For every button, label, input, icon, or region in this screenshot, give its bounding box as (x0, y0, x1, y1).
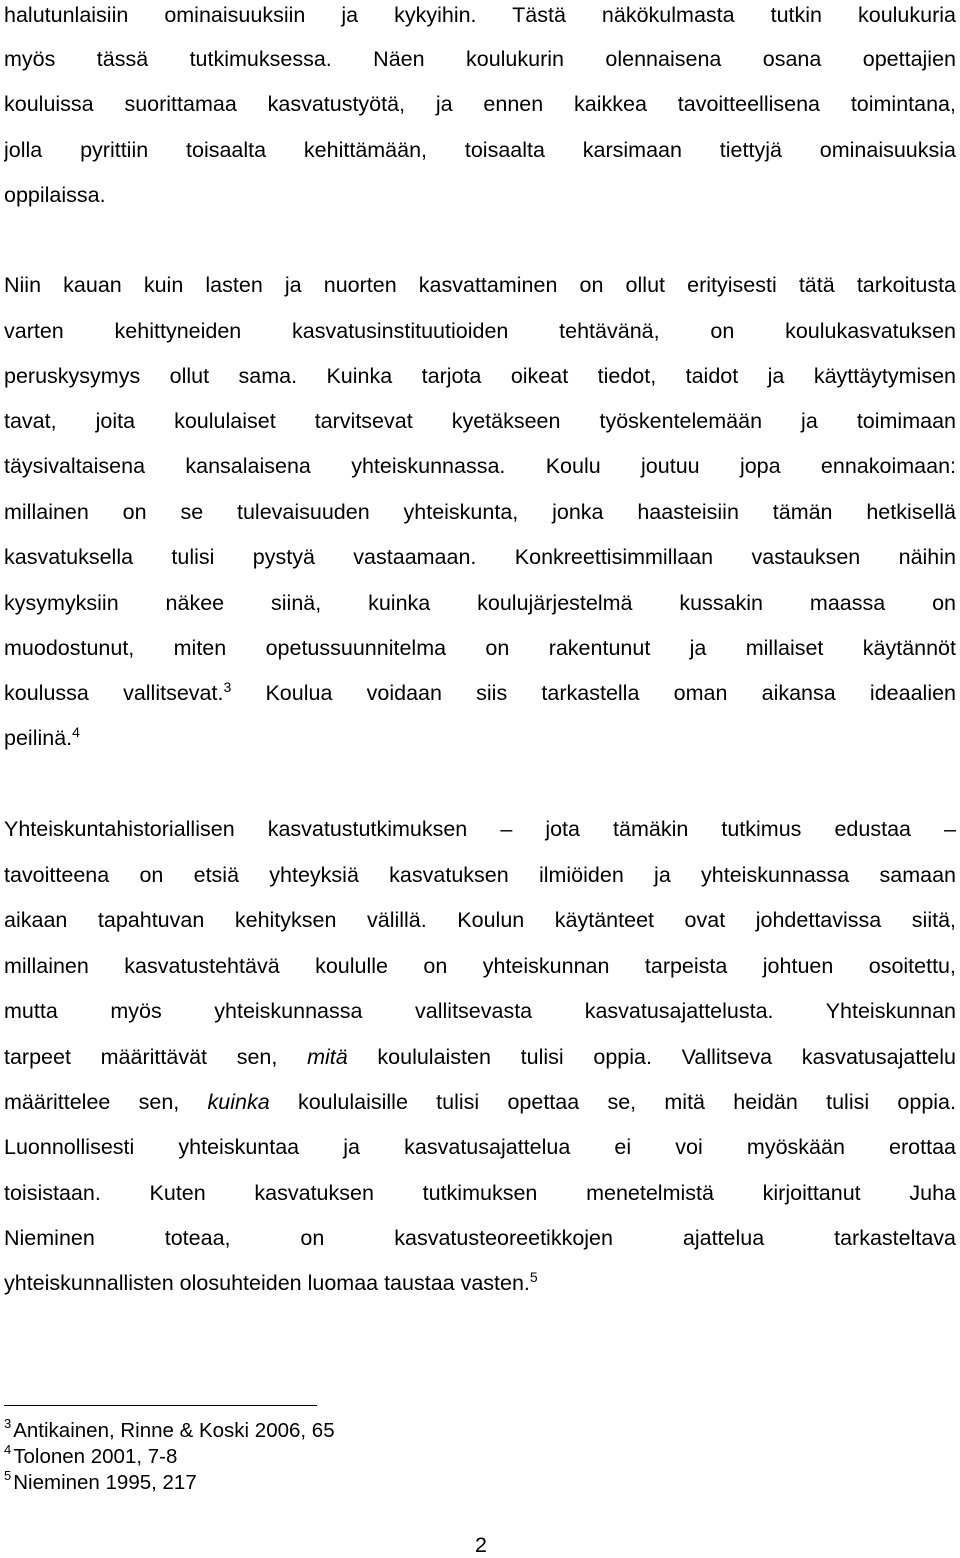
text-line: halutunlaisiin ominaisuuksiin ja kykyihin. Tästä näkökulmasta tutkin koulukuria (4, 3, 956, 27)
footnote-ref-3[interactable]: 3 (223, 679, 232, 695)
footnote-number: 5 (4, 1468, 12, 1483)
footnote-ref-4[interactable]: 4 (72, 724, 80, 740)
text-line (4, 678, 956, 708)
footnote-separator (4, 1405, 317, 1406)
footnote-item (4, 1470, 197, 1496)
text-run: koululaisille tulisi opettaa se, mitä heidän tulisi oppia. (269, 1090, 956, 1114)
text-line: millainen on se tulevaisuuden yhteiskunta, jonka haasteisiin tämän hetkisellä (4, 500, 956, 524)
text-run: peilinä. (4, 726, 73, 750)
text-run: tarpeet määrittävät sen, (4, 1045, 308, 1069)
text-line: myös tässä tutkimuksessa. Näen koulukurin olennaisena osana opettajien (4, 47, 956, 71)
text-line: aikaan tapahtuvan kehityksen välillä. Koulun käytänteet ovat johdettavissa siitä, (4, 908, 956, 932)
text-line: tavat, joita koululaiset tarvitsevat kyetäkseen työskentelemään ja toimimaan (4, 409, 956, 433)
emphasis-text: kuinka (207, 1090, 270, 1114)
text-line: varten kehittyneiden kasvatusinstituutioiden tehtävänä, on koulukasvatuksen (4, 319, 956, 343)
footnote-item (4, 1444, 177, 1470)
text-line: jolla pyrittiin toisaalta kehittämään, toisaalta karsimaan tiettyjä ominaisuuksia (4, 138, 956, 162)
text-line: Luonnollisesti yhteiskuntaa ja kasvatusajattelua ei voi myöskään erottaa (4, 1135, 956, 1159)
text-line: muodostunut, miten opetussuunnitelma on rakentunut ja millaiset käytännöt (4, 636, 956, 660)
footnote-item (4, 1418, 335, 1444)
footnote-number: 3 (4, 1416, 12, 1431)
text-line: toisistaan. Kuten kasvatuksen tutkimuksen menetelmistä kirjoittanut Juha (4, 1181, 956, 1205)
text-line: tavoitteena on etsiä yhteyksiä kasvatuksen ilmiöiden ja yhteiskunnassa samaan (4, 863, 956, 887)
footnote-number: 4 (4, 1442, 12, 1457)
text-run: määrittelee sen, (4, 1090, 208, 1114)
text-line: kysymyksiin näkee siinä, kuinka koulujärjestelmä kussakin maassa on (4, 591, 956, 615)
footnote-text: Nieminen 1995, 217 (13, 1471, 197, 1494)
text-run: yhteiskunnallisten olosuhteiden luomaa taustaa vasten. (4, 1271, 530, 1295)
text-line (4, 1042, 956, 1072)
text-line: Niin kauan kuin lasten ja nuorten kasvattaminen on ollut erityisesti tätä tarkoitusta (4, 273, 956, 297)
text-run: koulussa vallitsevat. (4, 681, 224, 705)
text-line: Nieminen toteaa, on kasvatusteoreetikkojen ajattelua tarkasteltava (4, 1226, 956, 1250)
page-number: 2 (475, 1533, 487, 1557)
emphasis-text: mitä (307, 1045, 348, 1069)
text-line (4, 1268, 956, 1298)
text-line: Yhteiskuntahistoriallisen kasvatustutkimuksen – jota tämäkin tutkimus edustaa – (4, 817, 956, 841)
text-line: millainen kasvatustehtävä koululle on yhteiskunnan tarpeista johtuen osoitettu, (4, 954, 956, 978)
text-line: oppilaissa. (4, 183, 106, 207)
text-line: kasvatuksella tulisi pystyä vastaamaan. Konkreettisimmillaan vastauksen näihin (4, 545, 956, 569)
footnote-ref-5[interactable]: 5 (529, 1269, 538, 1285)
text-run: koululaisten tulisi oppia. Vallitseva kasvatusajattelu (347, 1045, 956, 1069)
text-line (4, 723, 956, 753)
text-line: mutta myös yhteiskunnassa vallitsevasta kasvatusajattelusta. Yhteiskunnan (4, 999, 956, 1023)
text-line: kouluissa suorittamaa kasvatustyötä, ja ennen kaikkea tavoitteellisena toimintana, (4, 92, 956, 116)
footnote-text: Tolonen 2001, 7-8 (13, 1445, 178, 1468)
text-line: peruskysymys ollut sama. Kuinka tarjota oikeat tiedot, taidot ja käyttäytymisen (4, 364, 956, 388)
text-line (4, 1087, 956, 1117)
text-run: Koulua voidaan siis tarkastella oman aikansa ideaalien (231, 681, 956, 705)
footnote-text: Antikainen, Rinne & Koski 2006, 65 (13, 1419, 335, 1442)
text-line: täysivaltaisena kansalaisena yhteiskunnassa. Koulu joutuu jopa ennakoimaan: (4, 454, 956, 478)
